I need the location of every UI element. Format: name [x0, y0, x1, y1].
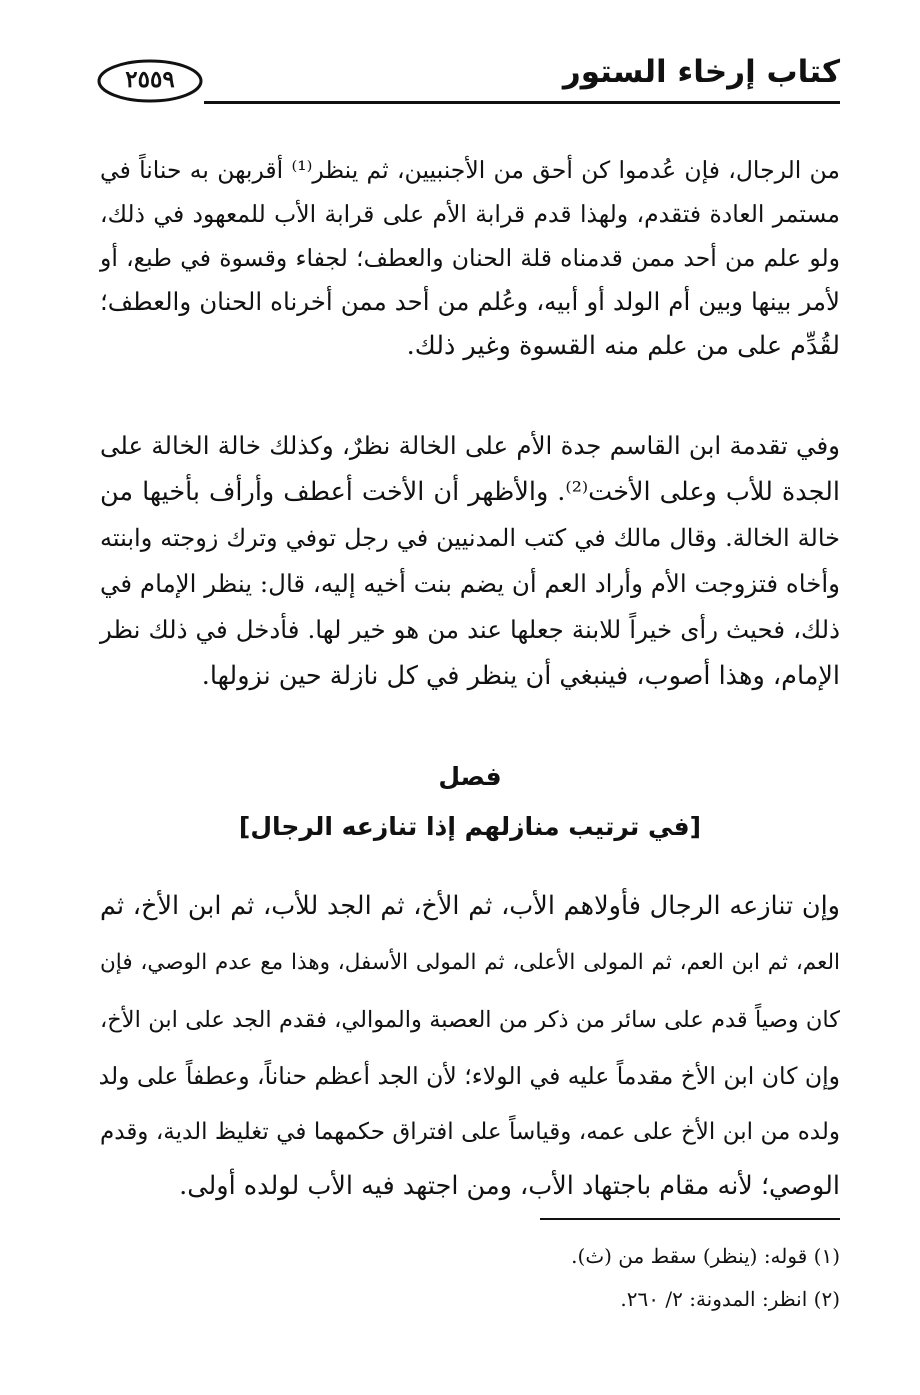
text-line: وإن كان ابن الأخ مقدماً عليه في الولاء؛ لأن الجد أعظم حناناً، وعطفاً على ولد	[98, 1062, 840, 1090]
page-number: ٢٥٥٩	[125, 66, 175, 93]
text-line: مستمر العادة فتقدم، ولهذا قدم قرابة الأم على قرابة الأب للمعهود في ذلك،	[100, 200, 840, 228]
text-line: ذلك، فحيث رأى خيراً للابنة جعلها عند من هو خير لها. فأدخل في ذلك نظر	[100, 615, 840, 644]
text-line: ولو علم من أحد ممن قدمناه قلة الحنان والعطف؛ لجفاء وقسوة في طبع، أو	[100, 244, 840, 272]
text-line: وفي تقدمة ابن القاسم جدة الأم على الخالة نظرٌ، وكذلك خالة الخالة على	[100, 431, 840, 460]
footnote-separator	[540, 1218, 840, 1220]
text-line: الوصي؛ لأنه مقام باجتهاد الأب، ومن اجتهد فيه الأب لولده أولى.	[179, 1171, 840, 1201]
text-line: من الرجال، فإن عُدموا كن أحق من الأجنبيين، ثم ينظر⁽¹⁾ أقربهن به حناناً في	[100, 156, 840, 184]
page-header	[92, 52, 840, 114]
text-line: وأخاه فتزوجت الأم وأراد العم أن يضم بنت أخيه إليه، قال: ينظر الإمام في	[100, 569, 840, 598]
text-line: العم، ثم ابن العم، ثم المولى الأعلى، ثم المولى الأسفل، وهذا مع عدم الوصي، فإن	[100, 950, 840, 975]
section-title: فصل	[438, 762, 502, 791]
footnote-2: (٢) انظر: المدونة: ٢/ ٢٦٠.	[620, 1287, 840, 1311]
header-rule	[204, 101, 840, 104]
footnote-1: (١) قوله: (ينظر) سقط من (ث).	[571, 1244, 840, 1268]
section-subtitle: [في ترتيب منازلهم إذا تنازعه الرجال]	[238, 812, 702, 841]
text-line: خالة الخالة. وقال مالك في كتب المدنيين في رجل توفي وترك زوجته وابنته	[100, 524, 840, 552]
text-line: لأمر بينها وبين أم الولد أو أبيه، وعُلم من أحد ممن أخرناه الحنان والعطف؛	[100, 287, 840, 316]
book-title: كتاب إرخاء الستور	[562, 54, 840, 90]
text-line: لقُدِّم على من علم منه القسوة وغير ذلك.	[406, 331, 840, 361]
text-line: وإن تنازعه الرجال فأولاهم الأب، ثم الأخ، ثم الجد للأب، ثم ابن الأخ، ثم	[100, 891, 840, 921]
paragraph-2	[100, 426, 840, 726]
paragraph-3	[98, 886, 840, 1201]
paragraph-1	[100, 150, 840, 361]
text-line: الجدة للأب وعلى الأخت⁽²⁾. والأظهر أن الأخت أعطف وأرأف بأخيها من	[100, 477, 840, 507]
text-line: ولده من ابن الأخ على عمه، وقياساً على افتراق حكمهما في تغليظ الدية، وقدم	[100, 1119, 840, 1145]
text-line: الإمام، وهذا أصوب، فينبغي أن ينظر في كل نازلة حين نزولها.	[201, 661, 840, 691]
text-line: كان وصياً قدم على سائر من ذكر من العصبة والموالي، فقدم الجد على ابن الأخ،	[100, 1007, 840, 1033]
